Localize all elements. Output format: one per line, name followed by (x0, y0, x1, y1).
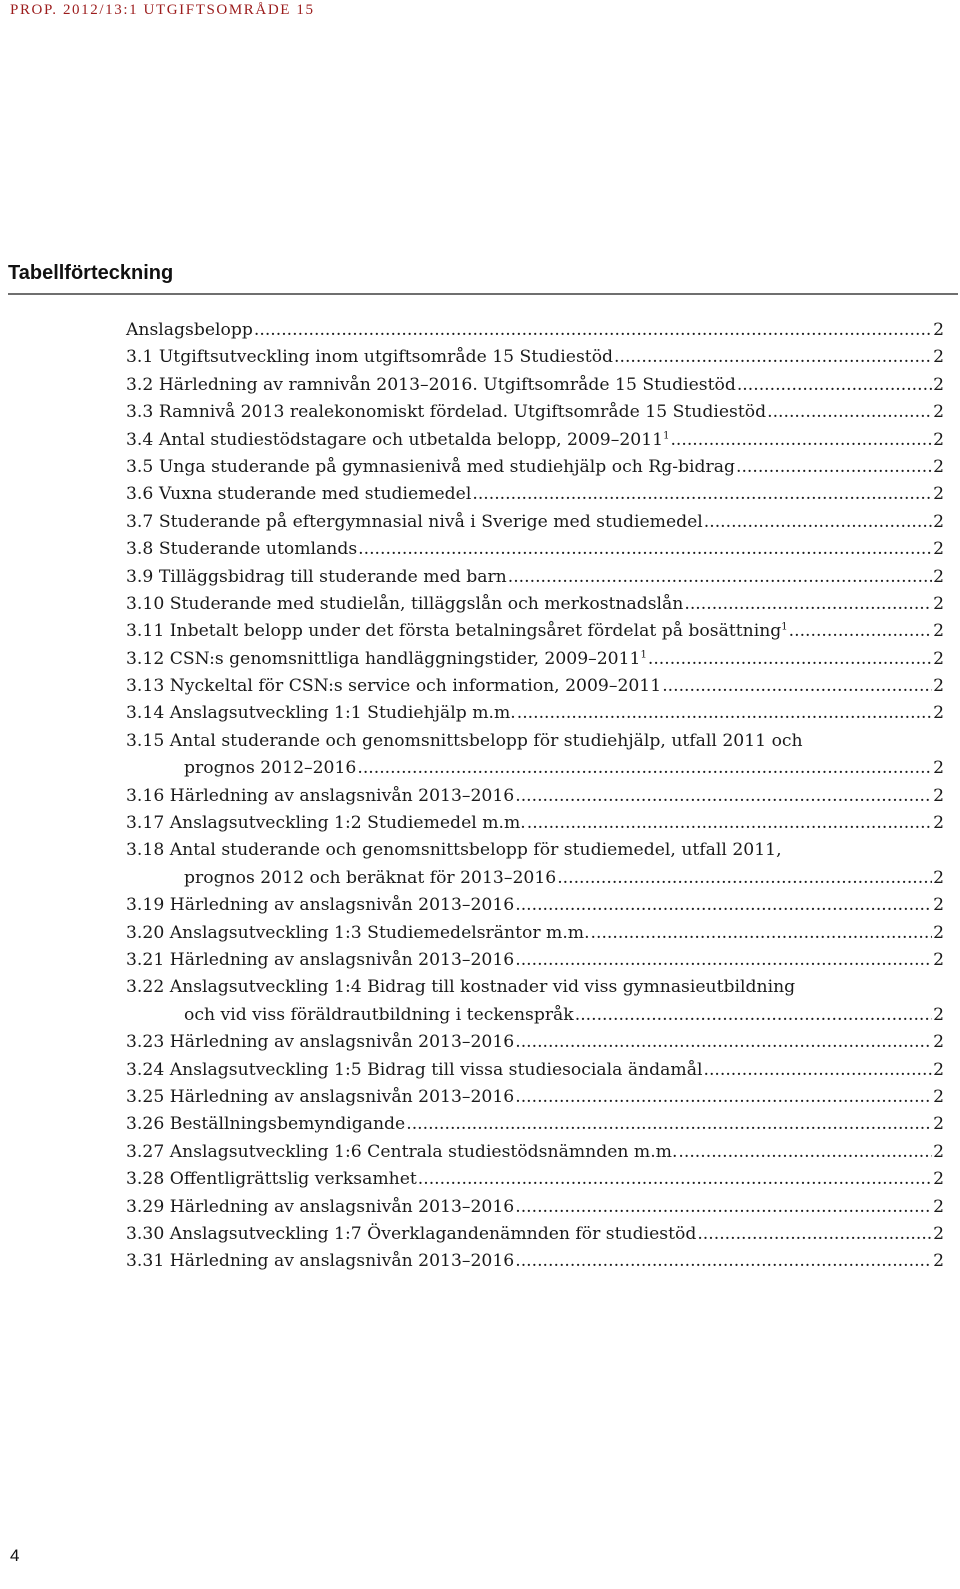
toc-entry-number: 3.24 (126, 1059, 165, 1080)
toc-entry-text (126, 1111, 405, 1138)
toc-dot-leader (515, 783, 932, 810)
section-title: Tabellförteckning (8, 262, 174, 284)
toc-entry-page: 2 (933, 758, 944, 779)
toc-entry[interactable] (126, 673, 944, 700)
toc-entry-number: 3.16 (126, 785, 165, 806)
toc-entry-text (126, 731, 803, 751)
toc-dot-leader (357, 755, 932, 782)
toc-entry-page: 2 (933, 867, 944, 888)
toc-dot-leader (515, 1029, 932, 1056)
toc-entry-number: 3.2 (126, 374, 154, 395)
toc-dot-leader (789, 618, 932, 645)
toc-entry-title: Anslagsutveckling 1:7 Överklagandenämnden för studiestöd (169, 1223, 697, 1244)
toc-entry[interactable] (126, 317, 944, 344)
toc-entry-continuation: prognos 2012 och beräknat för 2013–2016 (184, 867, 557, 888)
toc-entry-number: 3.15 (126, 730, 165, 751)
toc-entry-page: 2 (933, 402, 944, 423)
toc-entry-title: Antal studiestödstagare och utbetalda belopp, 2009–2011 (158, 429, 664, 450)
toc-entry[interactable] (126, 618, 944, 645)
toc-entry-title: Ramnivå 2013 realekonomiskt fördelad. Utgiftsområde 15 Studiestöd (158, 402, 767, 423)
toc-entry-page: 2 (933, 648, 944, 669)
toc-entry-number: 3.19 (126, 895, 165, 916)
toc-entry-page: 2 (933, 456, 944, 477)
toc-entry-text (126, 783, 514, 810)
toc-entry-number: 3.1 (126, 347, 154, 368)
toc-entry[interactable] (126, 728, 944, 783)
toc-entry-text (126, 892, 514, 919)
toc-entry-number: 3.25 (126, 1086, 165, 1107)
toc-entry[interactable] (126, 344, 944, 371)
toc-entry-number: 3.21 (126, 950, 165, 970)
toc-entry[interactable] (126, 1084, 944, 1111)
toc-entry-text (126, 1084, 514, 1111)
toc-entry-text (126, 1057, 702, 1084)
toc-dot-leader (614, 344, 932, 371)
toc-entry-line-1 (126, 974, 944, 1001)
toc-entry-title: Vuxna studerande med studiemedel (158, 484, 472, 505)
toc-entry[interactable] (126, 481, 944, 508)
toc-entry-title: Anslagsbelopp (126, 319, 253, 340)
toc-dot-leader (472, 481, 932, 508)
toc-entry-title: Härledning av anslagsnivån 2013–2016 (169, 1086, 515, 1107)
toc-entry[interactable] (126, 1111, 944, 1138)
toc-entry-page: 2 (933, 347, 944, 368)
toc-entry-text (126, 536, 357, 563)
toc-dot-leader (517, 700, 932, 727)
toc-entry-title: Inbetalt belopp under det första betalningsåret fördelat på bosättning (169, 621, 782, 642)
toc-entry-page: 2 (933, 1196, 944, 1217)
toc-entry-continuation: prognos 2012–2016 (184, 758, 357, 779)
toc-dot-leader (704, 509, 932, 536)
toc-entry[interactable] (126, 454, 944, 481)
toc-entry-title: Härledning av anslagsnivån 2013–2016 (169, 1251, 515, 1272)
toc-entry-line-2 (126, 755, 944, 782)
toc-entry-title: Tilläggsbidrag till studerande med barn (158, 566, 507, 587)
toc-entry-line-1 (126, 837, 944, 864)
toc-entry[interactable] (126, 372, 944, 399)
toc-entry[interactable] (126, 783, 944, 810)
toc-dot-leader (254, 317, 932, 344)
toc-entry[interactable] (126, 1166, 944, 1193)
toc-entry[interactable] (126, 564, 944, 591)
toc-dot-leader (684, 591, 932, 618)
toc-entry-title: Anslagsutveckling 1:1 Studiehjälp m.m. (169, 703, 516, 724)
toc-entry-page: 2 (933, 785, 944, 806)
toc-entry-page: 2 (933, 1059, 944, 1080)
toc-entry-text (126, 947, 514, 974)
toc-entry-number: 3.17 (126, 813, 165, 834)
toc-entry-title: CSN:s genomsnittliga handläggningstider, 2009–2011 (169, 648, 641, 669)
toc-entry-text (126, 564, 507, 591)
toc-entry-title: Anslagsutveckling 1:5 Bidrag till vissa studiesociala ändamål (169, 1059, 703, 1080)
toc-entry-text (126, 1248, 514, 1275)
toc-entry-page: 2 (933, 484, 944, 505)
toc-entry-continuation: och vid viss föräldrautbildning i teckenspråk (184, 1004, 574, 1025)
toc-dot-leader (358, 536, 932, 563)
toc-entry-page: 2 (933, 1141, 944, 1162)
toc-entry-title: Antal studerande och genomsnittsbelopp för studiehjälp, utfall 2011 och (169, 730, 803, 751)
toc-entry-text (126, 1194, 514, 1221)
toc-entry-page: 2 (933, 895, 944, 916)
toc-entry-number: 3.8 (126, 539, 154, 560)
toc-entry-number: 3.12 (126, 648, 165, 669)
toc-entry-title: Anslagsutveckling 1:6 Centrala studiestödsnämnden m.m. (169, 1141, 678, 1162)
toc-entry-text (126, 317, 253, 344)
toc-entry-text (126, 481, 471, 508)
toc-entry-title: Härledning av anslagsnivån 2013–2016 (169, 950, 515, 970)
toc-entry-text (126, 810, 526, 837)
toc-entry-number: 3.13 (126, 676, 165, 697)
toc-entry-number: 3.22 (126, 977, 165, 998)
toc-entry-page: 2 (933, 950, 944, 970)
toc-dot-leader (515, 947, 932, 974)
toc-entry[interactable] (126, 536, 944, 563)
toc-entry-text (126, 1221, 696, 1248)
toc-dot-leader (648, 646, 932, 673)
toc-entry-title: Härledning av anslagsnivån 2013–2016 (169, 785, 515, 806)
table-of-tables (126, 317, 944, 1276)
toc-entry-number: 3.31 (126, 1251, 165, 1272)
toc-entry-number: 3.10 (126, 593, 165, 614)
toc-dot-leader (662, 673, 932, 700)
toc-entry-page: 2 (933, 374, 944, 395)
toc-entry-number: 3.18 (126, 840, 165, 861)
toc-entry[interactable] (126, 399, 944, 426)
toc-entry[interactable] (126, 700, 944, 727)
toc-entry-page: 2 (933, 319, 944, 340)
toc-dot-leader (508, 564, 932, 591)
toc-entry-number: 3.3 (126, 402, 154, 423)
toc-entry-number: 3.27 (126, 1141, 165, 1162)
toc-entry-page: 2 (933, 1032, 944, 1053)
toc-entry-text (126, 977, 795, 997)
toc-entry[interactable] (126, 1029, 944, 1056)
toc-entry-number: 3.26 (126, 1114, 165, 1135)
toc-entry-number: 3.28 (126, 1169, 165, 1190)
toc-dot-leader (678, 1139, 932, 1166)
running-header: PROP. 2012/13:1 UTGIFTSOMRÅDE 15 (10, 2, 315, 18)
toc-dot-leader (670, 427, 932, 454)
toc-entry[interactable] (126, 947, 944, 974)
toc-entry[interactable] (126, 1194, 944, 1221)
toc-entry-number: 3.29 (126, 1196, 165, 1217)
toc-entry[interactable] (126, 1221, 944, 1248)
toc-entry-title: Studerande på eftergymnasial nivå i Sverige med studiemedel (158, 511, 703, 532)
toc-entry-title: Härledning av ramnivån 2013–2016. Utgiftsområde 15 Studiestöd (158, 374, 736, 395)
toc-entry-page: 2 (933, 813, 944, 834)
toc-dot-leader (736, 454, 932, 481)
toc-dot-leader (406, 1111, 932, 1138)
toc-entry-title: Unga studerande på gymnasienivå med studiehjälp och Rg-bidrag (158, 456, 735, 477)
toc-entry-page: 2 (933, 1114, 944, 1135)
toc-entry-title: Studerande med studielån, tilläggslån och merkostnadslån (169, 593, 684, 614)
toc-dot-leader (515, 892, 932, 919)
toc-entry-number: 3.23 (126, 1032, 165, 1053)
toc-entry-line-2 (126, 1002, 944, 1029)
toc-entry-title: Nyckeltal för CSN:s service och information, 2009–2011 (169, 676, 662, 697)
toc-entry-number: 3.7 (126, 511, 154, 532)
toc-entry-page: 2 (933, 1169, 944, 1190)
toc-entry[interactable] (126, 810, 944, 837)
toc-entry-title: Beställningsbemyndigande (169, 1114, 406, 1135)
toc-entry[interactable] (126, 509, 944, 536)
toc-entry-text (126, 399, 766, 426)
toc-entry-page: 2 (933, 703, 944, 724)
toc-entry[interactable] (126, 591, 944, 618)
toc-entry-page: 2 (933, 676, 944, 697)
toc-entry[interactable] (126, 1248, 944, 1275)
toc-entry-page: 2 (933, 429, 944, 450)
title-rule (8, 293, 958, 295)
toc-entry-page: 2 (933, 1086, 944, 1107)
toc-entry-footnote-mark: 1 (781, 621, 788, 633)
toc-entry-title: Offentligrättslig verksamhet (169, 1169, 417, 1190)
toc-dot-leader (703, 1057, 932, 1084)
toc-entry-number: 3.4 (126, 429, 154, 450)
toc-entry-text (126, 700, 516, 727)
toc-dot-leader (591, 920, 933, 947)
toc-entry-text (126, 1139, 677, 1166)
toc-dot-leader (418, 1166, 932, 1193)
toc-entry-text (126, 344, 613, 371)
toc-entry-text (126, 1166, 417, 1193)
toc-entry-text (126, 673, 661, 700)
toc-entry[interactable] (126, 892, 944, 919)
toc-entry-page: 2 (933, 1223, 944, 1244)
toc-entry[interactable] (126, 974, 944, 1029)
toc-entry-number: 3.9 (126, 566, 154, 587)
toc-entry[interactable] (126, 1057, 944, 1084)
toc-dot-leader (515, 1084, 932, 1111)
toc-entry-number: 3.11 (126, 621, 165, 642)
toc-entry-page: 2 (933, 1004, 944, 1025)
toc-dot-leader (767, 399, 932, 426)
toc-entry-text (126, 509, 703, 536)
toc-entry-page: 2 (933, 566, 944, 587)
toc-dot-leader (515, 1194, 932, 1221)
toc-entry-title: Härledning av anslagsnivån 2013–2016 (169, 895, 515, 916)
toc-entry-text (126, 840, 782, 860)
toc-entry-page: 2 (933, 511, 944, 532)
toc-entry-text (126, 372, 736, 399)
toc-entry-page: 2 (933, 621, 944, 642)
toc-entry[interactable] (126, 646, 944, 673)
toc-dot-leader (575, 1002, 932, 1029)
toc-entry-number: 3.14 (126, 703, 165, 724)
toc-entry-footnote-mark: 1 (663, 429, 670, 441)
toc-entry-page: 2 (933, 922, 944, 943)
toc-entry[interactable] (126, 837, 944, 892)
toc-entry-title: Utgiftsutveckling inom utgiftsområde 15 Studiestöd (158, 347, 614, 368)
toc-entry-title: Härledning av anslagsnivån 2013–2016 (169, 1032, 515, 1053)
toc-entry-page: 2 (933, 539, 944, 560)
toc-entry-title: Antal studerande och genomsnittsbelopp för studiemedel, utfall 2011, (169, 840, 782, 861)
toc-entry-footnote-mark: 1 (640, 648, 647, 660)
toc-entry-title: Anslagsutveckling 1:2 Studiemedel m.m. (169, 813, 526, 834)
toc-entry-line-1 (126, 728, 944, 755)
toc-dot-leader (515, 1248, 932, 1275)
toc-entry-text (126, 591, 683, 618)
toc-entry-text (126, 1029, 514, 1056)
toc-entry-page: 2 (933, 1251, 944, 1272)
toc-entry-text (126, 454, 735, 481)
toc-entry-number: 3.5 (126, 456, 154, 477)
toc-entry-number: 3.20 (126, 922, 165, 943)
page-number: 4 (10, 1546, 20, 1565)
toc-entry-title: Anslagsutveckling 1:4 Bidrag till kostnader vid viss gymnasieutbildning (169, 977, 796, 998)
toc-entry-text (126, 618, 788, 645)
toc-entry-title: Studerande utomlands (158, 539, 358, 560)
toc-entry-page: 2 (933, 593, 944, 614)
toc-dot-leader (557, 865, 932, 892)
toc-entry[interactable] (126, 427, 944, 454)
toc-entry-title: Härledning av anslagsnivån 2013–2016 (169, 1196, 515, 1217)
toc-dot-leader (697, 1221, 932, 1248)
toc-entry-text (126, 427, 669, 454)
toc-entry[interactable] (126, 1139, 944, 1166)
toc-entry[interactable] (126, 920, 944, 947)
toc-dot-leader (527, 810, 932, 837)
toc-entry-title: Anslagsutveckling 1:3 Studiemedelsräntor m.m. (169, 922, 590, 943)
toc-entry-text (126, 646, 647, 673)
toc-entry-text (126, 920, 590, 947)
toc-dot-leader (737, 372, 932, 399)
toc-entry-number: 3.6 (126, 484, 154, 505)
toc-entry-line-2 (126, 865, 944, 892)
toc-entry-number: 3.30 (126, 1223, 165, 1244)
